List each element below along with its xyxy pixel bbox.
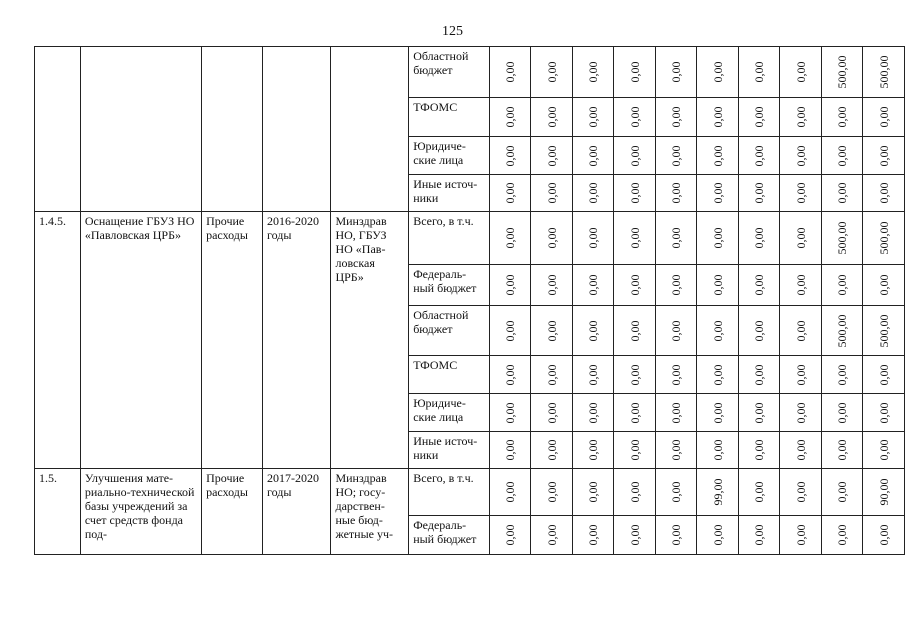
value-cell: 0,00 [572,356,614,394]
measure-number: 1.4.5. [35,212,81,469]
value-cell: 0,00 [780,137,822,175]
value-cell: 0,00 [821,137,863,175]
funding-source: Иные источ-ники [409,432,490,469]
value-cell: 0,00 [738,306,780,356]
value-cell: 0,00 [697,306,739,356]
value-cell: 0,00 [572,175,614,212]
executor: Минздрав НО, ГБУЗ НО «Пав-ловская ЦРБ» [331,212,409,469]
value-cell: 500,00 [863,306,905,356]
value-cell: 0,00 [780,394,822,432]
funding-source: Всего, в т.ч. [409,469,490,516]
value-cell: 0,00 [738,265,780,306]
value-cell: 0,00 [489,98,531,137]
value-cell: 0,00 [531,516,573,555]
value-cell: 0,00 [780,212,822,265]
page-number: 125 [442,24,463,39]
value-cell: 0,00 [614,175,656,212]
value-cell: 0,00 [531,98,573,137]
budget-table [34,46,905,555]
measure-number: 1.5. [35,469,81,555]
value-cell: 0,00 [863,432,905,469]
value-cell: 0,00 [863,356,905,394]
value-cell: 0,00 [697,265,739,306]
expense-type: Прочие расходы [202,469,263,555]
value-cell: 0,00 [780,356,822,394]
value-cell: 0,00 [655,356,697,394]
value-cell: 0,00 [572,265,614,306]
funding-source: Областной бюджет [409,47,490,98]
value-cell: 0,00 [821,394,863,432]
value-cell: 0,00 [821,356,863,394]
funding-source: ТФОМС [409,356,490,394]
value-cell: 0,00 [821,265,863,306]
funding-source: Федераль-ный бюджет [409,265,490,306]
value-cell: 0,00 [531,394,573,432]
value-cell: 0,00 [572,432,614,469]
value-cell: 0,00 [489,394,531,432]
value-cell: 0,00 [863,98,905,137]
value-cell: 0,00 [572,98,614,137]
value-cell: 0,00 [697,212,739,265]
value-cell: 500,00 [863,47,905,98]
value-cell: 0,00 [738,469,780,516]
table-row [35,469,905,516]
value-cell: 0,00 [655,432,697,469]
value-cell: 0,00 [489,265,531,306]
funding-source: Областной бюджет [409,306,490,356]
value-cell: 0,00 [697,394,739,432]
value-cell: 0,00 [531,306,573,356]
period: 2016-2020 годы [262,212,331,469]
value-cell: 0,00 [531,47,573,98]
value-cell: 0,00 [614,265,656,306]
value-cell: 0,00 [780,516,822,555]
value-cell: 0,00 [821,175,863,212]
funding-source: Всего, в т.ч. [409,212,490,265]
value-cell: 0,00 [697,175,739,212]
table-row [35,47,905,98]
value-cell: 0,00 [572,137,614,175]
value-cell: 0,00 [738,516,780,555]
measure-name: Улучшения мате-риально-технической базы учреждений за счет средств фонда под- [80,469,201,555]
value-cell: 0,00 [572,212,614,265]
value-cell: 0,00 [531,356,573,394]
value-cell: 0,00 [614,432,656,469]
funding-source: Иные источ-ники [409,175,490,212]
value-cell: 0,00 [614,137,656,175]
value-cell: 0,00 [614,306,656,356]
value-cell: 0,00 [489,516,531,555]
value-cell: 0,00 [655,212,697,265]
measure-name [80,47,201,212]
value-cell: 0,00 [489,432,531,469]
value-cell: 0,00 [655,516,697,555]
value-cell: 0,00 [614,212,656,265]
value-cell: 0,00 [780,306,822,356]
value-cell: 0,00 [697,47,739,98]
value-cell: 0,00 [697,356,739,394]
value-cell: 0,00 [531,265,573,306]
table-row [35,212,905,265]
expense-type: Прочие расходы [202,212,263,469]
funding-source: Федераль-ный бюджет [409,516,490,555]
value-cell: 0,00 [780,469,822,516]
value-cell: 0,00 [697,432,739,469]
value-cell: 0,00 [821,98,863,137]
value-cell: 0,00 [572,469,614,516]
value-cell: 0,00 [780,98,822,137]
value-cell: 0,00 [572,306,614,356]
value-cell: 0,00 [572,516,614,555]
value-cell: 0,00 [572,394,614,432]
value-cell: 500,00 [863,212,905,265]
value-cell: 0,00 [489,137,531,175]
value-cell: 90,00 [863,469,905,516]
value-cell: 0,00 [531,432,573,469]
value-cell: 0,00 [489,212,531,265]
value-cell: 0,00 [655,98,697,137]
value-cell: 0,00 [780,432,822,469]
value-cell: 0,00 [863,175,905,212]
value-cell: 0,00 [531,137,573,175]
value-cell: 500,00 [821,212,863,265]
expense-type [202,47,263,212]
value-cell: 0,00 [738,356,780,394]
funding-source: Юридиче-ские лица [409,394,490,432]
value-cell: 0,00 [738,137,780,175]
value-cell: 0,00 [738,175,780,212]
period [262,47,331,212]
value-cell: 0,00 [655,394,697,432]
value-cell: 0,00 [489,306,531,356]
value-cell: 0,00 [821,516,863,555]
value-cell: 0,00 [821,469,863,516]
value-cell: 0,00 [614,47,656,98]
value-cell: 0,00 [655,175,697,212]
funding-source: Юридиче-ские лица [409,137,490,175]
value-cell: 0,00 [655,306,697,356]
value-cell: 0,00 [738,47,780,98]
value-cell: 0,00 [697,137,739,175]
value-cell: 0,00 [863,137,905,175]
value-cell: 0,00 [531,469,573,516]
value-cell: 0,00 [655,137,697,175]
value-cell: 0,00 [738,98,780,137]
value-cell: 500,00 [821,47,863,98]
value-cell: 0,00 [780,47,822,98]
value-cell: 0,00 [863,394,905,432]
value-cell: 0,00 [738,432,780,469]
value-cell: 0,00 [614,394,656,432]
value-cell: 0,00 [614,516,656,555]
value-cell: 0,00 [655,265,697,306]
value-cell: 0,00 [489,469,531,516]
value-cell: 0,00 [738,212,780,265]
value-cell: 0,00 [738,394,780,432]
value-cell: 0,00 [489,175,531,212]
value-cell: 0,00 [531,175,573,212]
value-cell: 0,00 [614,469,656,516]
value-cell: 0,00 [614,98,656,137]
value-cell: 0,00 [863,516,905,555]
value-cell: 0,00 [821,432,863,469]
value-cell: 0,00 [572,47,614,98]
funding-source: ТФОМС [409,98,490,137]
value-cell: 0,00 [697,98,739,137]
value-cell: 0,00 [780,175,822,212]
value-cell: 99,00 [697,469,739,516]
value-cell: 0,00 [489,356,531,394]
value-cell: 0,00 [697,516,739,555]
measure-number [35,47,81,212]
value-cell: 0,00 [655,47,697,98]
period: 2017-2020 годы [262,469,331,555]
value-cell: 0,00 [863,265,905,306]
measure-name: Оснащение ГБУЗ НО «Павловская ЦРБ» [80,212,201,469]
executor: Минздрав НО; госу-дарствен-ные бюд-жетные уч- [331,469,409,555]
value-cell: 500,00 [821,306,863,356]
value-cell: 0,00 [614,356,656,394]
executor [331,47,409,212]
value-cell: 0,00 [780,265,822,306]
value-cell: 0,00 [531,212,573,265]
value-cell: 0,00 [489,47,531,98]
value-cell: 0,00 [655,469,697,516]
